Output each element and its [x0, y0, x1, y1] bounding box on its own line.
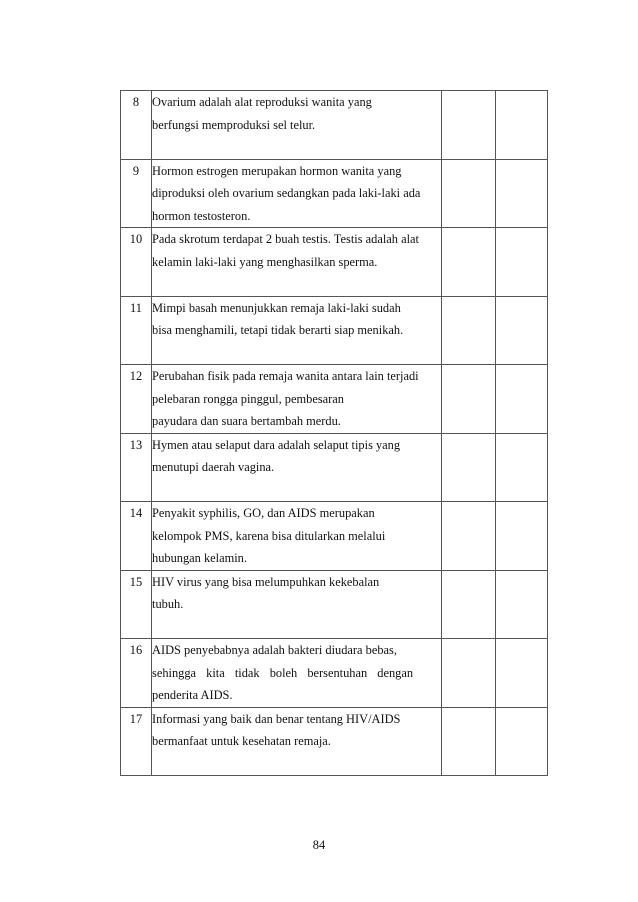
statement-cell: [152, 296, 442, 365]
statement-line: AIDS penyebabnya adalah bakteri diudara bebas,: [152, 643, 397, 657]
table-row: [121, 707, 548, 776]
answer-cell-2[interactable]: [496, 707, 548, 776]
answer-cell-2[interactable]: [496, 228, 548, 297]
statement-line: kelompok PMS, karena bisa ditularkan melalui: [152, 528, 386, 543]
statement-line: penderita AIDS.: [152, 688, 233, 702]
statement-line: [152, 136, 441, 159]
statement-cell: [152, 639, 442, 708]
answer-cell-1[interactable]: [442, 365, 496, 434]
answer-cell-1[interactable]: [442, 228, 496, 297]
statement-line: Perubahan fisik pada remaja wanita antara lain terjadi: [152, 369, 419, 383]
statement-line: kelamin laki-laki yang menghasilkan sperma.: [152, 254, 378, 269]
answer-cell-1[interactable]: [442, 707, 496, 776]
answer-cell-1[interactable]: [442, 91, 496, 160]
statement-line: [152, 479, 441, 502]
row-number: 13: [121, 433, 152, 502]
statement-line: hormon testosteron.: [152, 208, 251, 223]
answer-cell-2[interactable]: [496, 502, 548, 571]
statement-line: tubuh.: [152, 597, 184, 611]
statement-line: Hormon estrogen merupakan hormon wanita yang: [152, 163, 402, 178]
statement-cell: [152, 570, 442, 639]
table-row: [121, 296, 548, 365]
statement-line: [152, 273, 441, 296]
statement-line: sehingga kita tidak boleh bersentuhan dengan: [152, 665, 414, 680]
statement-line: Penyakit syphilis, GO, dan AIDS merupakan: [152, 506, 375, 520]
row-number: 10: [121, 228, 152, 297]
statement-cell: [152, 159, 442, 228]
statement-cell: [152, 228, 442, 297]
row-number: 15: [121, 570, 152, 639]
statement-line: HIV virus yang bisa melumpuhkan kekebalan: [152, 574, 380, 589]
row-number: 12: [121, 365, 152, 434]
page-number: 84: [312, 838, 326, 852]
statement-cell: [152, 502, 442, 571]
row-number: 9: [121, 159, 152, 228]
answer-cell-2[interactable]: [496, 296, 548, 365]
table-row: [121, 639, 548, 708]
row-number: 11: [121, 296, 152, 365]
answer-cell-2[interactable]: [496, 639, 548, 708]
statement-line: bisa menghamili, tetapi tidak berarti siap menikah.: [152, 323, 404, 337]
answer-cell-2[interactable]: [496, 159, 548, 228]
answer-cell-2[interactable]: [496, 433, 548, 502]
table-row: [121, 570, 548, 639]
statement-line: [152, 753, 441, 776]
answer-cell-1[interactable]: [442, 570, 496, 639]
statement-line: payudara dan suara bertambah merdu.: [152, 414, 341, 428]
statement-line: Ovarium adalah alat reproduksi wanita yang: [152, 95, 372, 109]
answer-cell-1[interactable]: [442, 296, 496, 365]
statement-line: bermanfaat untuk kesehatan remaja.: [152, 734, 331, 748]
table-row: [121, 159, 548, 228]
statement-line: [152, 342, 441, 365]
table-row: [121, 502, 548, 571]
table-row: [121, 91, 548, 160]
row-number: 8: [121, 91, 152, 160]
questionnaire-table: [120, 90, 548, 776]
answer-cell-1[interactable]: [442, 159, 496, 228]
row-number: 17: [121, 707, 152, 776]
answer-cell-2[interactable]: [496, 91, 548, 160]
statement-cell: [152, 433, 442, 502]
table-row: [121, 365, 548, 434]
statement-line: pelebaran rongga pinggul, pembesaran: [152, 391, 344, 406]
statement-line: Pada skrotum terdapat 2 buah testis. Testis adalah alat: [152, 232, 419, 246]
row-number: 14: [121, 502, 152, 571]
statement-line: hubungan kelamin.: [152, 551, 247, 565]
table-row: [121, 228, 548, 297]
statement-line: [152, 616, 441, 639]
statement-cell: [152, 91, 442, 160]
row-number: 16: [121, 639, 152, 708]
answer-cell-2[interactable]: [496, 365, 548, 434]
statement-line: Informasi yang baik dan benar tentang HIV/AIDS: [152, 711, 401, 726]
statement-line: Mimpi basah menunjukkan remaja laki-laki sudah: [152, 300, 401, 315]
statement-cell: [152, 365, 442, 434]
table-row: [121, 433, 548, 502]
statement-cell: [152, 707, 442, 776]
answer-cell-1[interactable]: [442, 433, 496, 502]
statement-line: diproduksi oleh ovarium sedangkan pada laki-laki ada: [152, 186, 421, 200]
statement-line: berfungsi memproduksi sel telur.: [152, 117, 316, 132]
answer-cell-2[interactable]: [496, 570, 548, 639]
statement-line: menutupi daerah vagina.: [152, 460, 275, 474]
answer-cell-1[interactable]: [442, 639, 496, 708]
statement-line: Hymen atau selaput dara adalah selaput tipis yang: [152, 437, 401, 452]
answer-cell-1[interactable]: [442, 502, 496, 571]
